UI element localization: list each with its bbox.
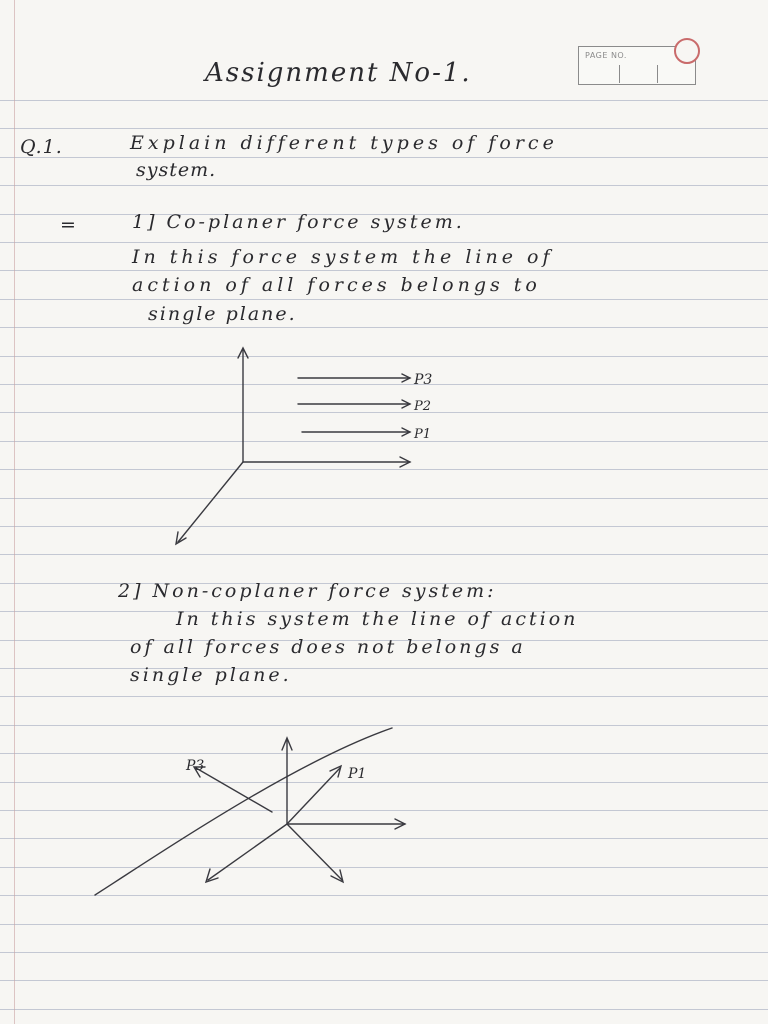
label-p3: P3 xyxy=(414,372,433,388)
section-1-line-3: single plane. xyxy=(148,303,297,325)
force-down-right-line xyxy=(287,824,342,880)
force-p1-inclined-arrowhead xyxy=(330,766,341,777)
section-1-heading: 1] Co-planer force system. xyxy=(132,211,465,233)
page-number-label: PAGE NO. xyxy=(585,51,627,60)
force-p3-inclined-line xyxy=(196,768,272,812)
non-coplanar-force-diagram xyxy=(95,728,405,895)
label-p1-noncoplanar: P1 xyxy=(348,766,367,782)
plane-curve xyxy=(95,728,392,895)
label-p1: P1 xyxy=(414,427,432,442)
question-number: Q.1. xyxy=(20,136,63,158)
answer-marker: = xyxy=(60,214,77,236)
force-p1-inclined-line xyxy=(287,768,340,824)
force-down-left-line xyxy=(208,824,287,880)
force-down-right-arrowhead xyxy=(331,870,343,882)
section-2-line-3: single plane. xyxy=(130,664,292,686)
z-axis-line xyxy=(178,462,243,542)
section-2-heading: 2] Non-coplaner force system: xyxy=(118,580,497,602)
question-text-line-2: system. xyxy=(136,159,217,181)
question-text-line-1: Explain different types of force xyxy=(130,132,558,154)
section-2-line-2: of all forces does not belongs a xyxy=(130,636,526,658)
section-1-line-2: action of all forces belongs to xyxy=(132,274,541,296)
label-p2: P2 xyxy=(414,399,432,414)
label-p3-noncoplanar: P3 xyxy=(186,758,205,774)
section-2-line-1: In this system the line of action xyxy=(176,608,579,630)
section-1-line-1: In this force system the line of xyxy=(132,246,554,268)
assignment-title: Assignment No-1. xyxy=(205,58,472,88)
